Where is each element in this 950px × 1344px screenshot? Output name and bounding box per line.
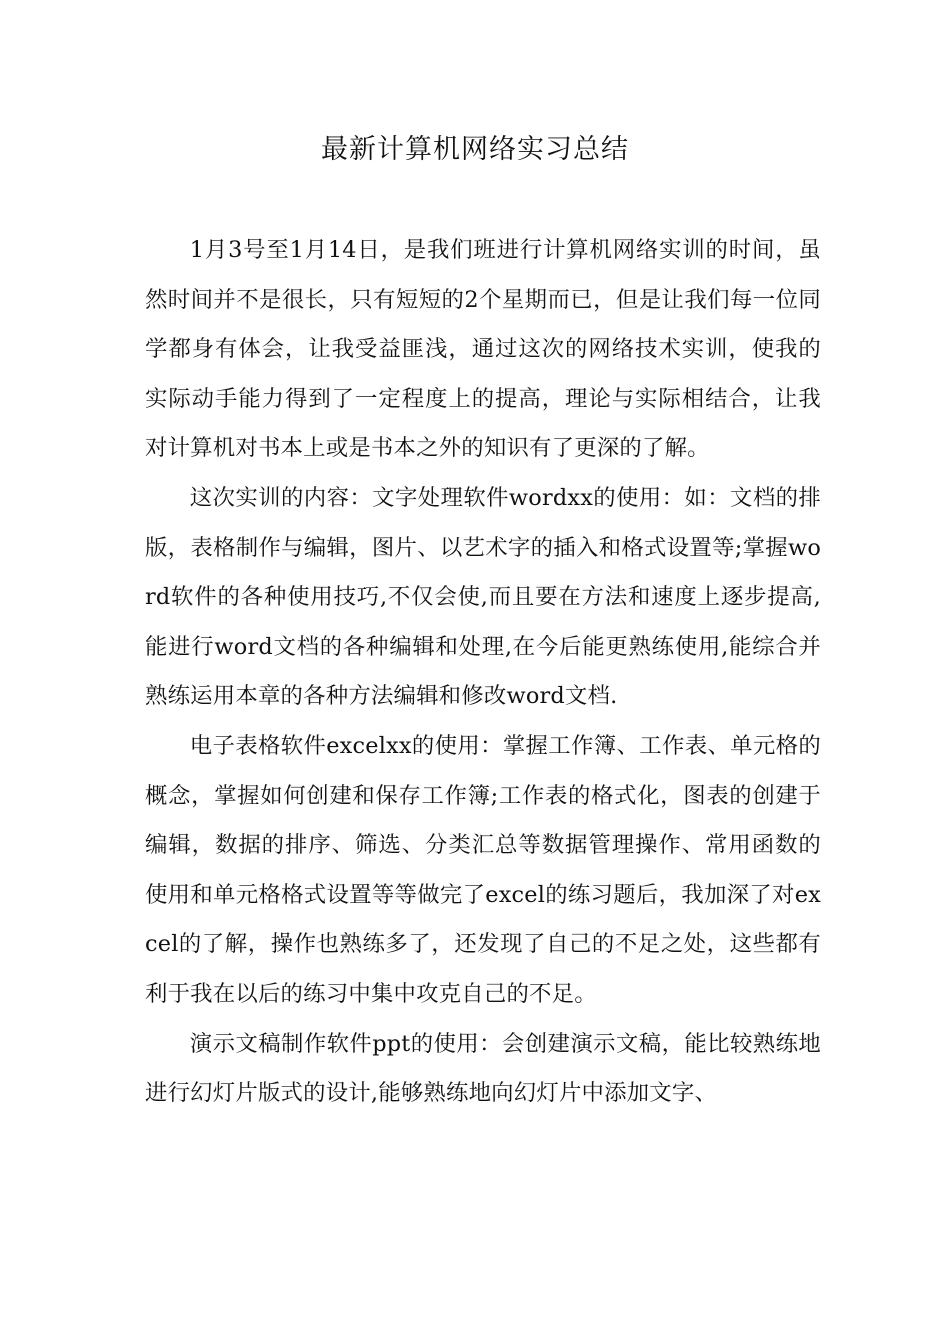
paragraph-training-period: 1月3号至1月14日，是我们班进行计算机网络实训的时间，虽然时间并不是很长，只有短短的2个星期而已，但是让我们每一位同学都身有体会，让我受益匪浅，通过这次的网络技术实训，使我的实际动手能力得到了一定程度上的提高，理论与实际相结合，让我对计算机对书本上或是书本之外的知识有了更深的了解。: [145, 237, 821, 462]
paragraph-word-training: 这次实训的内容：文字处理软件wordxx的使用：如：文档的排版，表格制作与编辑，图片、以艺术字的插入和格式设置等;掌握word软件的各种使用技巧,不仅会使,而且要在方法和速度上逐步提高,能进行word文档的各种编辑和处理,在今后能更熟练使用,能综合并熟练运用本章的各种方法编辑和修改word文档.: [145, 484, 821, 710]
paragraph-ppt-training: 演示文稿制作软件ppt的使用：会创建演示文稿，能比较熟练地进行幻灯片版式的设计,能够熟练地向幻灯片中添加文字、: [145, 1030, 821, 1107]
document-body: [145, 226, 821, 1119]
document-title: 最新计算机网络实习总结: [321, 134, 629, 165]
paragraph-excel-training: 电子表格软件excelxx的使用：掌握工作簿、工作表、单元格的概念，掌握如何创建和保存工作簿;工作表的格式化，图表的创建于编辑，数据的排序、筛选、分类汇总等数据管理操作、常用函数的使用和单元格格式设置等等做完了excel的练习题后，我加深了对excel的了解，操作也熟练多了，还发现了自己的不足之处，这些都有利于我在以后的练习中集中攻克自己的不足。: [145, 732, 821, 1007]
